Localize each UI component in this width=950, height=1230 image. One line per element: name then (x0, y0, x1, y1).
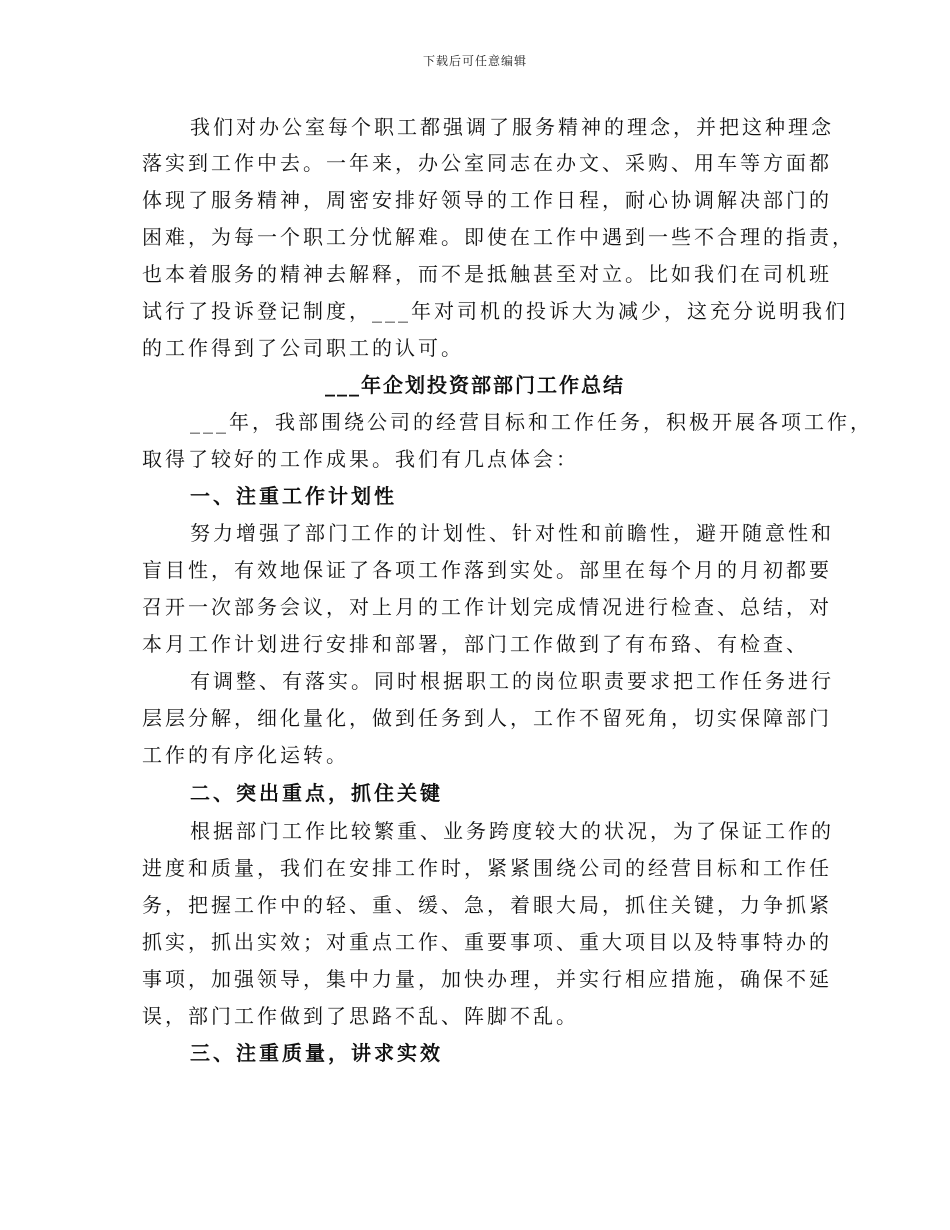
paragraph-line: 误，部门工作做到了思路不乱、阵脚不乱。 (142, 1004, 579, 1028)
paragraph-line: 落实到工作中去。一年来，办公室同志在办文、采购、用车等方面都 (142, 151, 832, 175)
paragraph-line: 取得了较好的工作成果。我们有几点体会： (142, 447, 579, 471)
paragraph-line: 工作的有序化运转。 (142, 743, 349, 767)
page-header: 下载后可任意编辑 (422, 54, 527, 68)
paragraph-line: 进度和质量，我们在安排工作时，紧紧围绕公司的经营目标和工作任 (142, 856, 832, 880)
paragraph-line: 也本着服务的精神去解释，而不是抵触甚至对立。比如我们在司机班 (142, 262, 832, 286)
section-title: ___年企划投资部部门工作总结 (325, 373, 625, 397)
paragraph-line: 体现了服务精神，周密安排好领导的工作日程，耐心协调解决部门的 (142, 188, 832, 212)
subheading: 一、注重工作计划性 (190, 484, 397, 508)
paragraph-line: 努力增强了部门工作的计划性、针对性和前瞻性，避开随意性和 (190, 521, 834, 545)
paragraph-line: 困难，为每一个职工分忧解难。即使在工作中遇到一些不合理的指责， (142, 225, 855, 249)
paragraph-line: 层层分解，细化量化，做到任务到人，工作不留死角，切实保障部门 (142, 706, 832, 730)
paragraph-line: 抓实，抓出实效；对重点工作、重要事项、重大项目以及特事特办的 (142, 930, 832, 954)
paragraph-line: 召开一次部务会议，对上月的工作计划完成情况进行检查、总结，对 (142, 595, 832, 619)
paragraph-line: 事项，加强领导，集中力量，加快办理，并实行相应措施，确保不延 (142, 967, 832, 991)
paragraph-line: 我们对办公室每个职工都强调了服务精神的理念，并把这种理念 (190, 115, 834, 139)
subheading: 三、注重质量，讲求实效 (190, 1041, 443, 1065)
paragraph-line: 试行了投诉登记制度，___年对司机的投诉大为减少，这充分说明我们 (142, 299, 848, 323)
paragraph-line: 有调整、有落实。同时根据职工的岗位职责要求把工作任务进行 (190, 669, 834, 693)
paragraph-line: 盲目性，有效地保证了各项工作落到实处。部里在每个月的月初都要 (142, 558, 832, 582)
paragraph-line: 的工作得到了公司职工的认可。 (142, 336, 464, 360)
paragraph-line: 务，把握工作中的轻、重、缓、急，着眼大局，抓住关键，力争抓紧 (142, 893, 832, 917)
paragraph-line: ___年，我部围绕公司的经营目标和工作任务，积极开展各项工作， (190, 410, 873, 434)
paragraph-line: 本月工作计划进行安排和部署，部门工作做到了有布臵、有检查、 (142, 632, 809, 656)
paragraph-line: 根据部门工作比较繁重、业务跨度较大的状况，为了保证工作的 (190, 819, 834, 843)
subheading: 二、突出重点，抓住关键 (190, 781, 443, 805)
